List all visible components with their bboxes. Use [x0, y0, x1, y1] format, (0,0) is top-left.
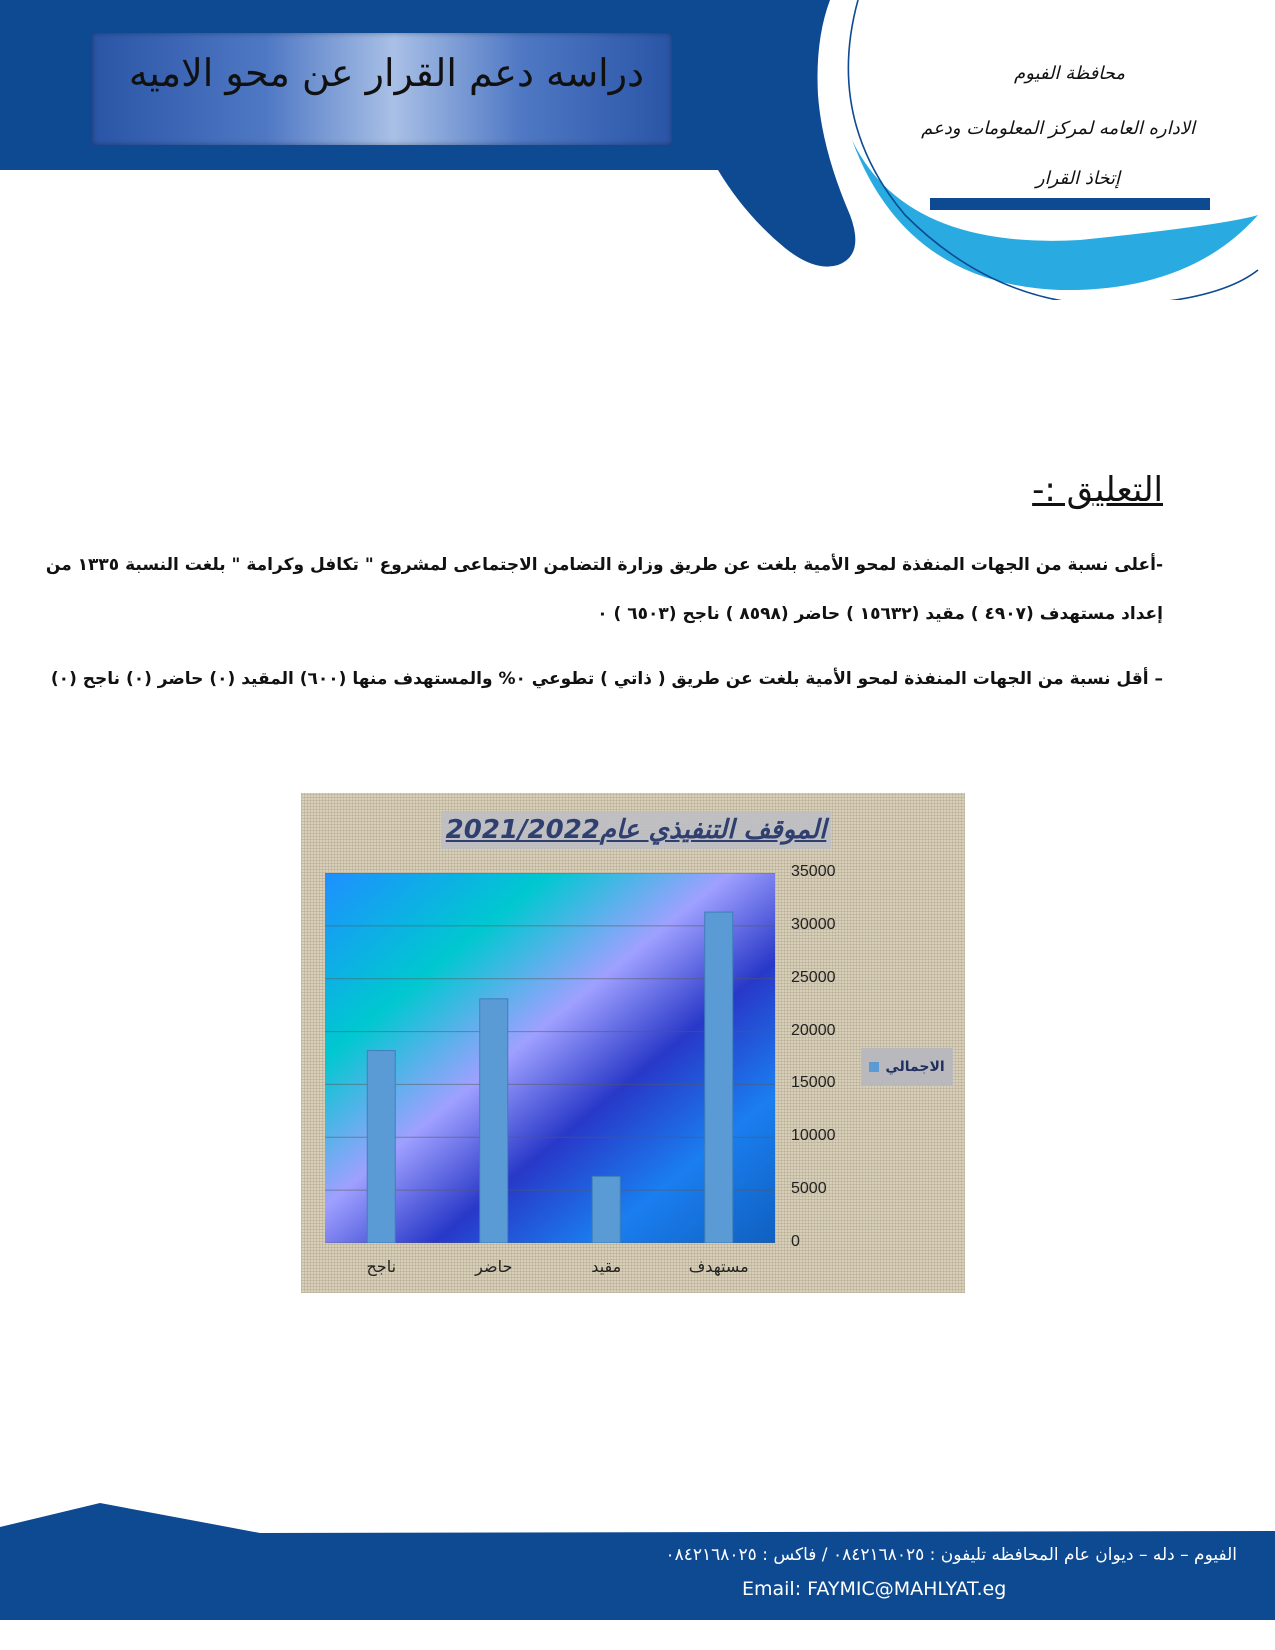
footer-address: الفيوم – دله – ديوان عام المحافظه تليفون : ٠٨٤٢١٦٨٠٢٥ / فاكس : ٠٨٤٢١٦٨٠٢٥ — [665, 1545, 1237, 1565]
org-line-department: الاداره العامه لمركز المعلومات ودعم — [921, 118, 1195, 139]
org-line-decision: إتخاذ القرار — [1035, 168, 1120, 189]
chart-title: الموقف التنفيذي عام2021/2022 — [445, 815, 827, 845]
y-tick-label: 25000 — [791, 968, 836, 986]
bar — [592, 1176, 620, 1243]
chart-legend — [861, 1048, 953, 1086]
page-title: دراسه دعم القرار عن محو الاميه — [128, 51, 644, 95]
header-crescent — [852, 140, 1258, 290]
chart-title-box — [441, 811, 831, 849]
legend-swatch — [869, 1062, 879, 1072]
title-box — [92, 33, 672, 145]
y-tick-label: 20000 — [791, 1021, 836, 1039]
org-line-governorate: محافظة الفيوم — [1014, 63, 1125, 84]
comment-para2: – أقل نسبة من الجهات المنفذة لمحو الأمية بلغت عن طريق ( ذاتي ) تطوعي ٠% والمستهدف منها (٦٠٠) المقيد (٠) حاضر (٠) ناجح (٠) — [50, 669, 1163, 689]
legend-label: الاجمالي — [885, 1059, 945, 1075]
x-category-label: حاضر — [475, 1257, 513, 1276]
bar — [367, 1051, 395, 1243]
footer-email: Email: FAYMIC@MAHLYAT.eg — [742, 1578, 1007, 1600]
y-tick-label: 30000 — [791, 915, 836, 933]
y-tick-label: 0 — [791, 1233, 800, 1250]
bar — [480, 999, 508, 1243]
comment-para1-line2: إعداد مستهدف (٤٩٠٧ ) مقيد (١٥٦٣٢ ) حاضر (٨٥٩٨ ) ناجح (٦٥٠٣ ) ٠ — [597, 604, 1163, 624]
x-category-label: مستهدف — [688, 1257, 749, 1276]
footer-banner — [0, 1495, 1275, 1650]
x-category-label: مقيد — [591, 1257, 622, 1276]
bar — [705, 912, 733, 1243]
y-tick-label: 5000 — [791, 1180, 827, 1198]
y-tick-label: 35000 — [791, 863, 836, 880]
chart-plot-area — [325, 873, 775, 1243]
x-category-label: ناجح — [366, 1257, 397, 1276]
y-tick-label: 15000 — [791, 1074, 836, 1092]
y-tick-label: 10000 — [791, 1127, 836, 1145]
header-org-bar — [930, 198, 1210, 210]
chart-panel — [301, 793, 965, 1293]
comment-heading: التعليق :- — [1032, 470, 1163, 510]
comment-para1-line1: -أعلى نسبة من الجهات المنفذة لمحو الأمية بلغت عن طريق وزارة التضامن الاجتماعى لمشروع " تكافل وكرامة " بلغت النسبة ١٣٣٥ من — [45, 555, 1163, 575]
